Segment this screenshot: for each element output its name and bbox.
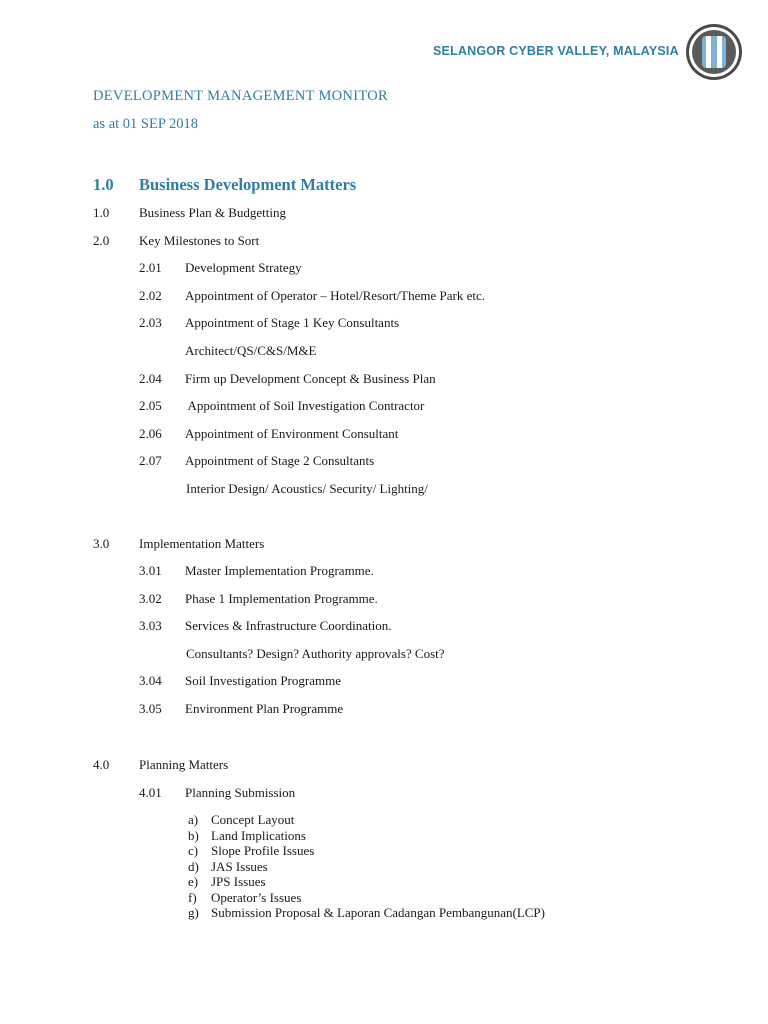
item-number: 1.0 — [93, 205, 110, 220]
list-marker: a) — [188, 812, 199, 827]
list-marker: d) — [188, 858, 199, 874]
list-item — [139, 260, 302, 276]
item-number: 4.01 — [139, 785, 162, 800]
item-text: Appointment of Operator – Hotel/Resort/Theme Park etc. — [185, 288, 486, 303]
item-text: Implementation Matters — [139, 536, 265, 551]
list-item — [139, 563, 374, 579]
list-item — [139, 398, 424, 414]
planning-list-item — [188, 890, 301, 906]
item-text: JAS Issues — [211, 858, 268, 874]
list-marker: f) — [188, 889, 197, 905]
list-marker: c) — [188, 843, 199, 858]
list-item — [139, 673, 341, 689]
list-marker: b) — [188, 827, 199, 843]
section-title: Business Development Matters — [139, 175, 357, 194]
list-item — [139, 288, 485, 304]
item-text: Firm up Development Concept & Business Plan — [185, 371, 436, 386]
section-heading — [93, 175, 356, 195]
item-text: Appointment of Stage 1 Key Consultants — [185, 315, 400, 330]
header-org: SELANGOR CYBER VALLEY, MALAYSIA — [433, 44, 679, 58]
list-item-continuation: Architect/QS/C&S/M&E — [185, 343, 317, 358]
planning-list-item — [188, 828, 306, 844]
list-marker: g) — [188, 905, 199, 920]
item-number: 2.05 — [139, 398, 162, 413]
item-text: Soil Investigation Programme — [185, 673, 341, 688]
item-text: Submission Proposal & Laporan Cadangan Pembangunan(LCP) — [211, 905, 545, 920]
list-item — [139, 785, 295, 801]
item-text: Concept Layout — [211, 812, 295, 827]
item-text: Environment Plan Programme — [185, 701, 344, 716]
list-item — [139, 371, 436, 387]
item-number: 2.04 — [139, 371, 162, 386]
item-number: 4.0 — [93, 757, 110, 772]
item-text: Appointment of Soil Investigation Contractor — [185, 398, 425, 413]
item-number: 2.06 — [139, 426, 162, 441]
item-number: 3.02 — [139, 591, 162, 606]
item-number: 2.02 — [139, 288, 162, 303]
document-date: as at 01 SEP 2018 — [93, 116, 198, 132]
list-item — [93, 233, 259, 249]
list-marker: e) — [188, 874, 199, 889]
item-number: 2.07 — [139, 453, 162, 468]
item-text: Phase 1 Implementation Programme. — [185, 591, 378, 606]
item-number: 3.05 — [139, 701, 162, 716]
item-text: Master Implementation Programme. — [185, 563, 374, 578]
list-item — [139, 591, 378, 607]
item-number: 2.01 — [139, 260, 162, 275]
item-text: Appointment of Environment Consultant — [185, 426, 399, 441]
item-number: 2.0 — [93, 233, 110, 248]
item-text: Development Strategy — [185, 260, 302, 275]
section-number: 1.0 — [93, 175, 114, 194]
document-title: DEVELOPMENT MANAGEMENT MONITOR — [93, 88, 388, 104]
item-text: Land Implications — [211, 827, 306, 843]
item-text: Operator’s Issues — [211, 889, 302, 905]
list-item-continuation: Consultants? Design? Authority approvals? Cost? — [186, 646, 445, 661]
item-text: Business Plan & Budgetting — [139, 205, 286, 220]
list-item — [139, 315, 399, 331]
list-item-continuation: Interior Design/ Acoustics/ Security/ Lighting/ — [186, 481, 428, 496]
list-item — [139, 701, 343, 717]
item-number: 3.0 — [93, 536, 110, 551]
item-text: Slope Profile Issues — [211, 843, 315, 858]
item-text: JPS Issues — [211, 874, 266, 889]
item-text: Planning Matters — [139, 757, 229, 772]
item-number: 3.04 — [139, 673, 162, 688]
item-text: Services & Infrastructure Coordination. — [185, 618, 392, 633]
item-number: 2.03 — [139, 315, 162, 330]
item-number: 3.01 — [139, 563, 162, 578]
planning-list-item — [188, 905, 545, 921]
planning-list-item — [188, 874, 266, 890]
item-text: Key Milestones to Sort — [139, 233, 260, 248]
item-text: Planning Submission — [185, 785, 296, 800]
list-item — [93, 757, 228, 773]
item-number: 3.03 — [139, 618, 162, 633]
list-item — [93, 205, 286, 221]
item-text: Appointment of Stage 2 Consultants — [185, 453, 375, 468]
list-item — [139, 426, 398, 442]
planning-list-item — [188, 859, 268, 875]
list-item — [139, 453, 374, 469]
list-item — [139, 618, 392, 634]
circular-emblem-logo-icon — [684, 22, 744, 82]
list-item — [93, 536, 264, 552]
planning-list-item — [188, 843, 314, 859]
planning-list-item — [188, 812, 294, 828]
